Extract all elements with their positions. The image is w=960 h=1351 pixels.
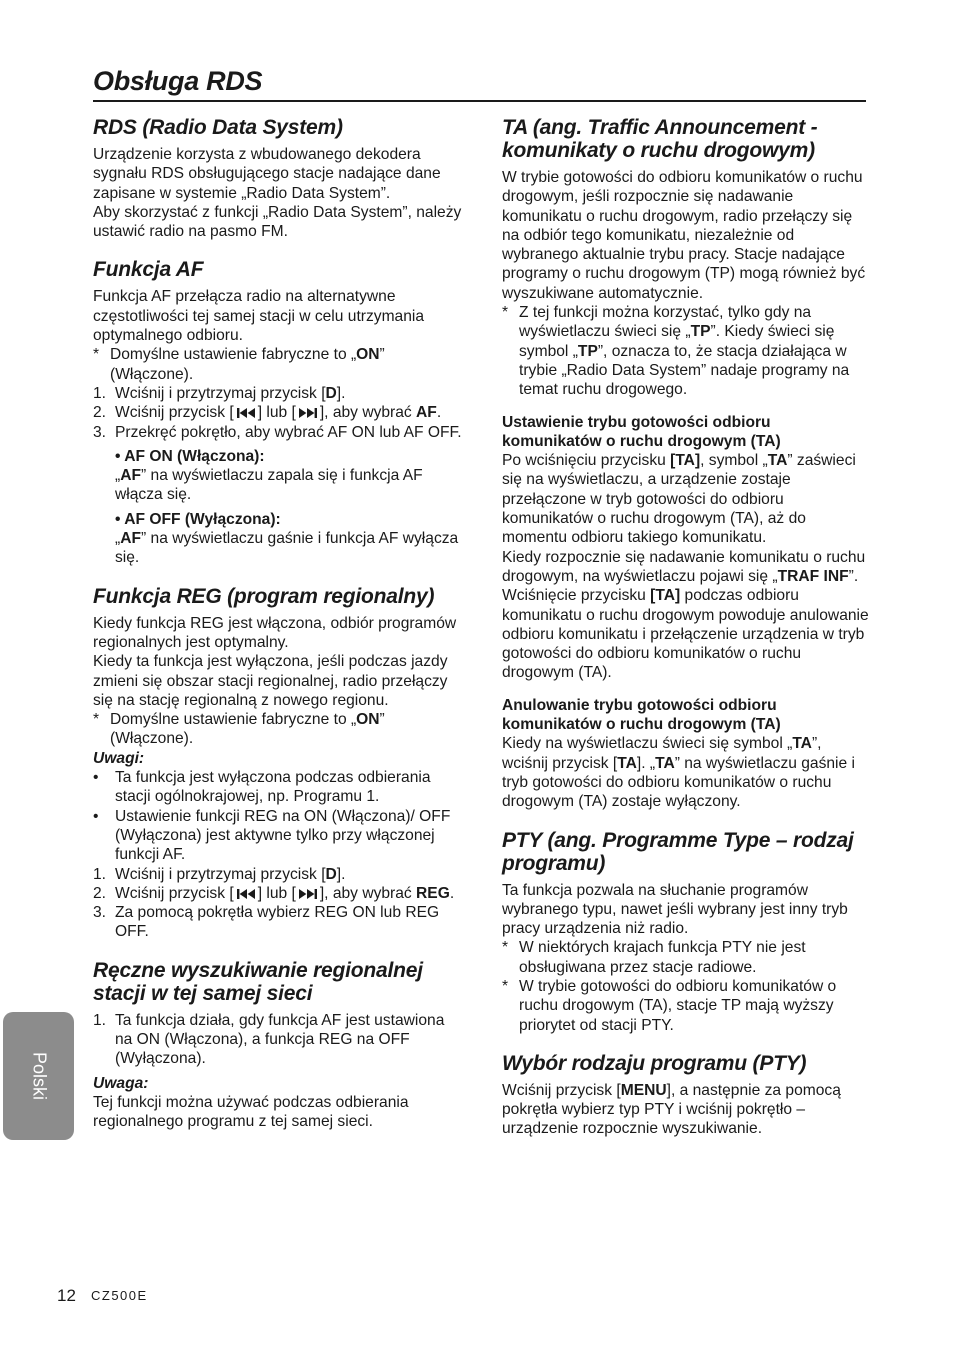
reg-note-2: • Ustawienie funkcji REG na ON (Włączona)/ OFF (Wyłączona) jest aktywne tylko przy włączonej funkcji AF. <box>93 807 451 864</box>
ta-setting-paragraph-2: Kiedy rozpocznie się nadawanie komunikatu o ruchu drogowym, na wyświetlaczu pojawi się „TRAF INF”. Wciśnięcie przycisku [TA] podczas odbioru komunikatu o ruchu drogowym powoduje anulowanie odbioru komunikatu i przełączenie urządzenia w tryb gotowości do odbioru komunikatów o ruchu drogowym (TA). <box>502 548 869 682</box>
page-number: 12 <box>57 1286 76 1305</box>
af-step-1: 1. Wciśnij i przytrzymaj przycisk [D]. <box>93 384 346 402</box>
asterisk: * <box>502 304 509 322</box>
reg-step-1: 1. Wciśnij i przytrzymaj przycisk [D]. <box>93 865 346 883</box>
language-label: Polski <box>29 1051 49 1101</box>
af-heading: Funkcja AF <box>93 258 204 282</box>
pty-note-2: * W trybie gotowości do odbioru komunikatów o ruchu drogowym (TA), stacje TP mają wyższy priorytet od stacji PTY. <box>502 977 837 1034</box>
af-paragraph: Funkcja AF przełącza radio na alternatywne częstotliwości tej samej stacji w celu utrzymania optymalnego odbioru. <box>93 288 425 345</box>
manual-note: Tej funkcji można używać podczas odbierania regionalnego programu z tej samej sieci. <box>93 1093 409 1131</box>
af-on-text: „AF” na wyświetlaczu zapala się i funkcja AF włącza się. <box>115 467 423 504</box>
reg-step-2: 2. Wciśnij przycisk [ ] lub [ ], aby wybrać REG. <box>93 884 455 902</box>
af-step-3: 3. Przekręć pokrętło, aby wybrać AF ON lub AF OFF. <box>93 423 462 441</box>
pty-note-1: * W niektórych krajach funkcja PTY nie jest obsługiwana przez stacje radiowe. <box>502 939 806 976</box>
reg-paragraph-2: Kiedy ta funkcja jest wyłączona, jeśli podczas jazdy zmieni się obszar stacji regionalnej, radio przełączy się na stację regionalną z nowego regionu. <box>93 653 448 709</box>
language-side-tab <box>3 1012 74 1140</box>
af-off-title: • AF OFF (Wyłączona): <box>115 510 281 528</box>
reg-step-3: 3. Za pomocą pokrętła wybierz REG ON lub REG OFF. <box>93 904 440 941</box>
reg-notes-heading: Uwagi: <box>93 749 145 767</box>
pty-select-heading: Wybór rodzaju programu (PTY) <box>502 1051 807 1075</box>
reg-heading: Funkcja REG (program regionalny) <box>93 584 435 608</box>
skip-previous-icon <box>234 887 258 901</box>
ta-cancel-heading: Anulowanie trybu gotowości odbioru komunikatów o ruchu drogowym (TA) <box>502 696 781 734</box>
manual-step-1: 1. Ta funkcja działa, gdy funkcja AF jest ustawiona na ON (Włączona), a funkcja REG na OFF (Wyłączona). <box>93 1011 445 1068</box>
pty-heading: PTY (ang. Programme Type – rodzaj programu) <box>502 828 854 875</box>
pty-paragraph: Ta funkcja pozwala na słuchanie programów wybranego typu, nawet jeśli wybrany jest inny tryb pracy urządzenia niż radio. <box>502 881 848 938</box>
ta-setting-heading: Ustawienie trybu gotowości odbioru komunikatów o ruchu drogowym (TA) <box>502 413 781 450</box>
asterisk: * <box>93 711 100 729</box>
skip-next-icon <box>296 887 320 901</box>
ta-heading: TA (ang. Traffic Announcement - komunikaty o ruchu drogowym) <box>502 116 818 162</box>
default-value: ON <box>356 346 380 364</box>
reg-default-note: * Domyślne ustawienie fabryczne to „ON” (Włączone). <box>93 711 385 748</box>
asterisk: * <box>502 977 509 995</box>
af-default-note: * Domyślne ustawienie fabryczne to „ON” (Włączone). <box>93 346 385 383</box>
key-d: D <box>325 384 337 402</box>
ta-setting-paragraph: Po wciśnięciu przycisku [TA], symbol „TA” zaświeci się na wyświetlaczu, a urządzenie zostaje przełączone w tryb gotowości do odbioru komunikatów o ruchu drogowym (TA), aż do momentu odbioru takiego komunikatu. <box>502 452 856 547</box>
rds-paragraph-fm: Aby skorzystać z funkcji „Radio Data System”, należy ustawić radio na pasmo FM. <box>93 203 462 241</box>
bullet: • <box>93 769 99 787</box>
pty-select-paragraph: Wciśnij przycisk [MENU], a następnie za pomocą pokrętła wybierz typ PTY i wciśnij pokrętło – urządzenie rozpocznie wyszukiwanie. <box>502 1081 841 1138</box>
bullet: • <box>93 807 99 825</box>
ta-cancel-paragraph: Kiedy na wyświetlaczu świeci się symbol „TA”, wciśnij przycisk [TA]. „TA” na wyświetlaczu gaśnie i tryb gotowości do odbioru komunikatów o ruchu drogowym (TA) zostaje wyłączony. <box>502 735 855 811</box>
manual-search-heading: Ręczne wyszukiwanie regionalnej stacji w tej samej sieci <box>93 958 423 1005</box>
manual-note-heading: Uwaga: <box>93 1074 149 1092</box>
reg-paragraph: Kiedy funkcja REG jest włączona, odbiór programów regionalnych jest optymalny. <box>93 614 457 651</box>
af-on-title: • AF ON (Włączona): <box>115 447 265 465</box>
asterisk: * <box>502 939 509 957</box>
model-name: CZ500E <box>91 1288 148 1303</box>
skip-previous-icon <box>234 406 258 420</box>
af-step-2: 2. Wciśnij przycisk [ ] lub [ ], aby wybrać AF. <box>93 404 442 422</box>
reg-note-1: • Ta funkcja jest wyłączona podczas odbierania stacji ogólnokrajowej, np. Programu 1. <box>93 769 431 806</box>
asterisk: * <box>93 346 100 364</box>
ta-note: * Z tej funkcji można korzystać, tylko gdy na wyświetlaczu świeci się „TP”. Kiedy świeci się symbol „TP”, oznacza to, że stacja działająca w trybie „Radio Data System” nadaje programy na temat ruchu drogowego. <box>502 304 850 399</box>
af-off-text: „AF” na wyświetlaczu gaśnie i funkcja AF wyłącza się. <box>115 530 459 567</box>
rds-paragraph: Urządzenie korzysta z wbudowanego dekodera sygnału RDS obsługującego stacje nadające dane zapisane w systemie „Radio Data System”. <box>93 146 441 202</box>
title-rule <box>93 100 866 102</box>
page-title: Obsługa RDS <box>93 66 263 96</box>
skip-next-icon <box>296 406 320 420</box>
rds-heading: RDS (Radio Data System) <box>93 116 343 139</box>
left-column <box>93 116 465 1131</box>
ta-paragraph: W trybie gotowości do odbioru komunikatów o ruchu drogowym, jeśli rozpocznie się nadawanie komunikatu o ruchu drogowym, radio przełączy się na odbiór tego komunikatu, niezależnie od wybranego aktualnie trybu pracy. Stacje nadające programy o ruchu drogowym (TP) mogą również być wyszukiwane automatycznie. <box>502 169 866 302</box>
right-column <box>502 116 870 1139</box>
